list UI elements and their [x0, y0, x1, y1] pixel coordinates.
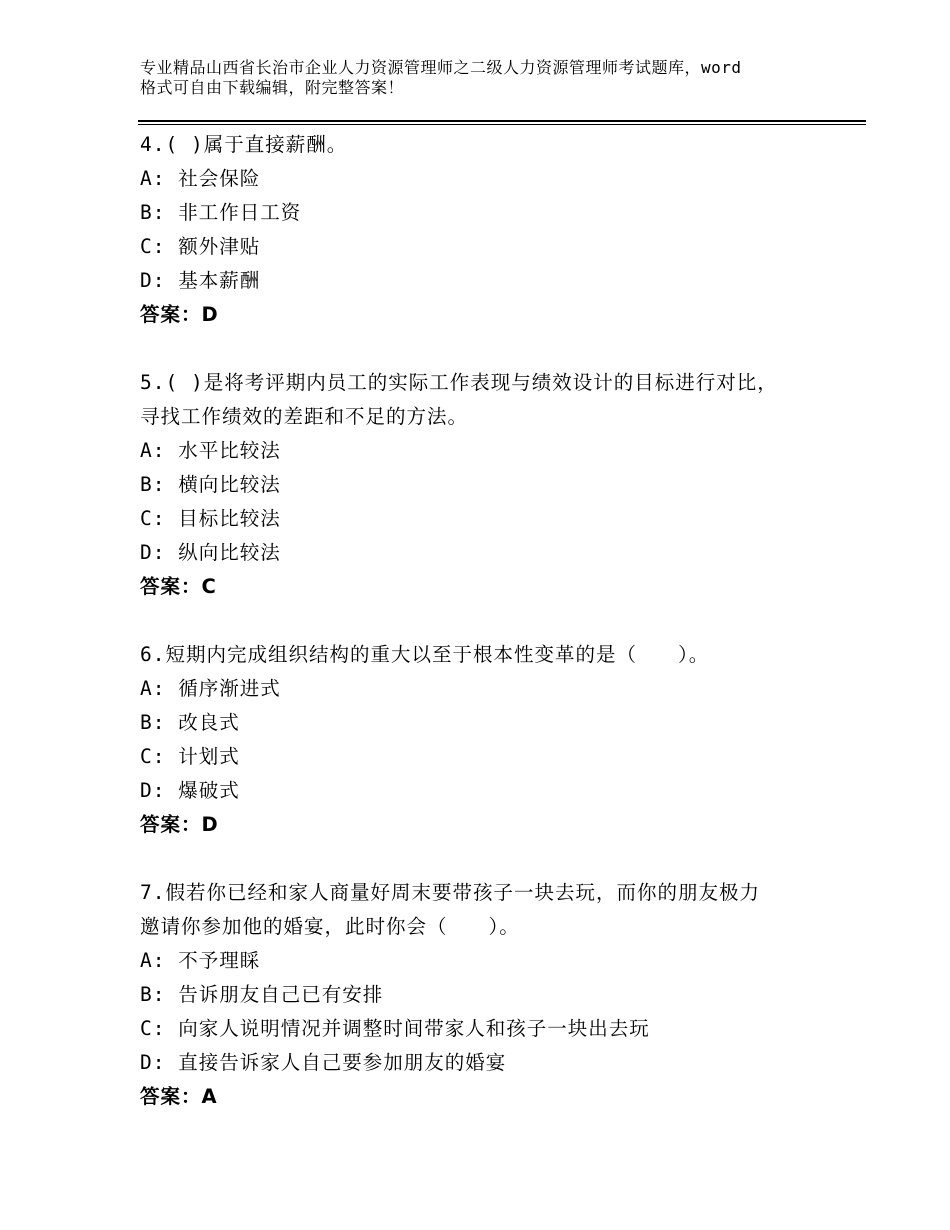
question-text-continued: 寻找工作绩效的差距和不足的方法。 — [140, 405, 469, 428]
answer-label: 答案：D — [140, 303, 219, 326]
option-b: B: 告诉朋友自己已有安排 — [140, 983, 384, 1006]
question-5 — [140, 366, 840, 604]
header-line-1: 专业精品山西省长治市企业人力资源管理师之二级人力资源管理师考试题库，word — [140, 58, 742, 77]
option-a: A: 不予理睬 — [140, 949, 261, 972]
question-text: 4.( )属于直接薪酬。 — [140, 133, 348, 156]
option-b: B: 改良式 — [140, 711, 240, 734]
question-4 — [140, 128, 840, 332]
document-header — [140, 58, 840, 98]
option-c: C: 计划式 — [140, 745, 240, 768]
option-b: B: 非工作日工资 — [140, 201, 302, 224]
question-text-continued: 邀请你参加他的婚宴，此时你会（ ）。 — [140, 915, 520, 938]
answer-label: 答案：A — [140, 1085, 218, 1108]
option-c: C: 向家人说明情况并调整时间带家人和孩子一块出去玩 — [140, 1017, 650, 1040]
answer-label: 答案：D — [140, 813, 219, 836]
header-divider — [138, 120, 866, 125]
option-d: D: 爆破式 — [140, 779, 240, 802]
option-a: A: 社会保险 — [140, 167, 261, 190]
option-d: D: 纵向比较法 — [140, 541, 281, 564]
option-c: C: 目标比较法 — [140, 507, 281, 530]
option-b: B: 横向比较法 — [140, 473, 281, 496]
answer-label: 答案：C — [140, 575, 217, 598]
option-a: A: 循序渐进式 — [140, 677, 281, 700]
header-line-2: 格式可自由下载编辑，附完整答案！ — [140, 78, 405, 97]
question-text: 6.短期内完成组织结构的重大以至于根本性变革的是（ ）。 — [140, 643, 710, 666]
question-text: 5.( )是将考评期内员工的实际工作表现与绩效设计的目标进行对比， — [140, 371, 778, 394]
question-7 — [140, 876, 840, 1114]
option-c: C: 额外津贴 — [140, 235, 261, 258]
question-text: 7.假若你已经和家人商量好周末要带孩子一块去玩，而你的朋友极力 — [140, 881, 760, 904]
option-d: D: 基本薪酬 — [140, 269, 261, 292]
option-a: A: 水平比较法 — [140, 439, 281, 462]
question-list — [140, 128, 840, 1148]
question-6 — [140, 638, 840, 842]
option-d: D: 直接告诉家人自己要参加朋友的婚宴 — [140, 1051, 507, 1074]
